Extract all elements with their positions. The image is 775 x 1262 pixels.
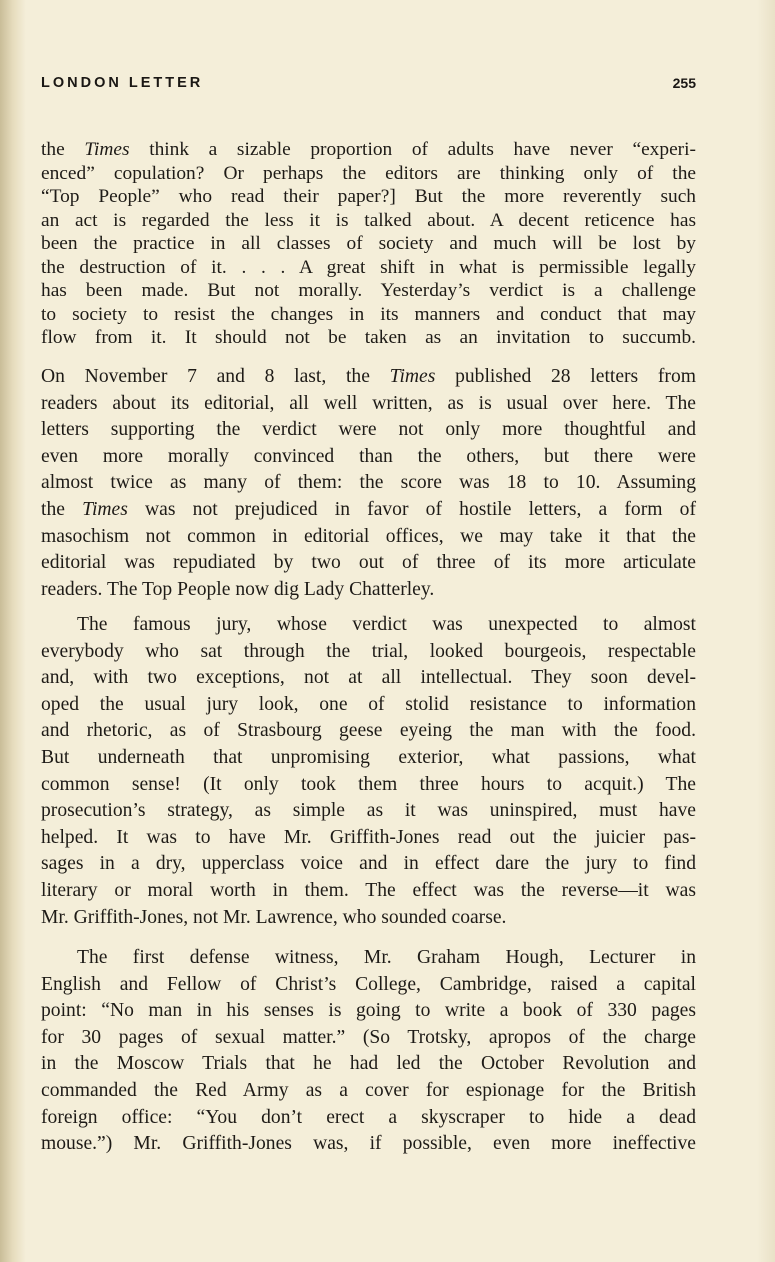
text-line	[41, 417, 696, 444]
text-line	[41, 209, 696, 233]
paragraph-defense-witness	[41, 945, 696, 1158]
text-line	[41, 772, 696, 799]
text-segment: everybody who sat through the trial, looked bourgeois, respectable	[41, 640, 696, 662]
text-line	[41, 665, 696, 692]
quoted-editorial-paragraph	[41, 138, 696, 350]
italic-title: Times	[82, 498, 128, 520]
text-segment: been the practice in all classes of society and much will be lost by	[41, 233, 696, 254]
text-line	[41, 232, 696, 256]
text-line	[41, 391, 696, 418]
text-segment: readers. The Top People now dig Lady Chatterley.	[41, 578, 435, 600]
text-segment: foreign office: “You don’t erect a skyscraper to hide a dead	[41, 1106, 696, 1128]
text-segment: On November 7 and 8 last, the	[41, 366, 390, 387]
text-segment: “Top People” who read their paper?] But the more reverently such	[41, 186, 696, 207]
text-segment: The famous jury, whose verdict was unexpected to almost	[77, 614, 696, 635]
text-segment: and, with two exceptions, not at all intellectual. They soon devel-	[41, 667, 696, 689]
paragraph-jury	[41, 612, 696, 931]
text-line	[41, 303, 696, 327]
text-line	[41, 470, 696, 497]
text-line	[41, 497, 696, 524]
text-line	[41, 745, 696, 772]
text-segment: flow from it. It should not be taken as an invitation to succumb.	[41, 327, 696, 348]
text-segment: literary or moral worth in them. The effect was the reverse—it was	[41, 879, 696, 901]
page-header	[41, 75, 696, 97]
text-segment: in the Moscow Trials that he had led the October Revolution and	[41, 1053, 696, 1075]
text-segment: masochism not common in editorial offices, we may take it that the	[41, 525, 696, 547]
text-segment: mouse.”) Mr. Griffith-Jones was, if possible, even more ineffective	[41, 1133, 696, 1155]
text-line	[41, 256, 696, 280]
text-segment: and rhetoric, as of Strasbourg geese eyeing the man with the food.	[41, 720, 696, 742]
text-segment: sages in a dry, upperclass voice and in effect dare the jury to find	[41, 853, 696, 875]
text-segment: prosecution’s strategy, as simple as it was uninspired, must have	[41, 800, 696, 822]
text-segment: has been made. But not morally. Yesterday’s verdict is a challenge	[41, 280, 696, 301]
text-line	[41, 972, 696, 999]
text-line	[41, 1105, 696, 1132]
text-segment: for 30 pages of sexual matter.” (So Trotsky, apropos of the charge	[41, 1026, 696, 1048]
page-number: 255	[672, 75, 696, 91]
text-segment: almost twice as many of them: the score was 18 to 10. Assuming	[41, 472, 696, 494]
text-segment: common sense! (It only took them three hours to acquit.) The	[41, 773, 696, 795]
text-line	[41, 162, 696, 186]
text-segment: point: “No man in his senses is going to write a book of 330 pages	[41, 1000, 696, 1022]
book-gutter-shadow	[0, 0, 26, 1262]
text-segment: editorial was repudiated by two out of three of its more articulate	[41, 552, 696, 574]
text-segment: think a sizable proportion of adults have never “experi-	[129, 139, 696, 160]
text-segment: an act is regarded the less it is talked about. A decent reticence has	[41, 209, 696, 231]
text-segment: the	[41, 139, 85, 160]
italic-title: Times	[84, 139, 130, 160]
text-line	[41, 851, 696, 878]
text-line	[41, 1078, 696, 1105]
page-edge	[757, 0, 775, 1262]
text-segment: published 28 letters from	[435, 366, 696, 387]
text-segment: the destruction of it. . . . A great shift in what is permissible legally	[41, 256, 696, 278]
text-segment: the	[41, 498, 83, 520]
text-line	[41, 524, 696, 551]
text-line	[41, 1025, 696, 1052]
text-segment: The first defense witness, Mr. Graham Hough, Lecturer in	[77, 947, 696, 968]
text-line	[41, 1051, 696, 1078]
text-segment: was not prejudiced in favor of hostile letters, a form of	[127, 498, 696, 520]
text-line	[41, 1131, 696, 1158]
text-segment: even more morally convinced than the others, but there were	[41, 445, 696, 467]
text-segment: helped. It was to have Mr. Griffith-Jones read out the juicier pas-	[41, 826, 696, 848]
text-segment: oped the usual jury look, one of stolid resistance to information	[41, 693, 696, 715]
text-line	[41, 364, 696, 391]
text-line	[41, 878, 696, 905]
text-line	[41, 639, 696, 666]
text-segment: But underneath that unpromising exterior, what passions, what	[41, 746, 696, 768]
paragraph-letters	[41, 364, 696, 603]
text-line	[41, 718, 696, 745]
text-line	[41, 798, 696, 825]
text-line	[41, 945, 696, 972]
italic-title: Times	[389, 366, 436, 387]
text-line	[41, 577, 696, 604]
text-line	[41, 550, 696, 577]
text-line	[41, 825, 696, 852]
text-line	[41, 998, 696, 1025]
text-line	[41, 692, 696, 719]
text-line	[41, 444, 696, 471]
text-segment: enced” copulation? Or perhaps the editors are thinking only of the	[41, 162, 696, 184]
text-line	[41, 326, 696, 350]
text-segment: Mr. Griffith-Jones, not Mr. Lawrence, who sounded coarse.	[41, 906, 507, 928]
text-line	[41, 279, 696, 303]
text-line	[41, 612, 696, 639]
text-segment: letters supporting the verdict were not only more thoughtful and	[41, 419, 696, 441]
text-segment: readers about its editorial, all well written, as is usual over here. The	[41, 392, 696, 414]
text-line	[41, 138, 696, 162]
running-head: LONDON LETTER	[41, 75, 204, 91]
text-segment: English and Fellow of Christ’s College, Cambridge, raised a capital	[41, 973, 696, 995]
text-segment: to society to resist the changes in its manners and conduct that may	[41, 303, 696, 325]
text-segment: commanded the Red Army as a cover for espionage for the British	[41, 1079, 696, 1101]
text-line	[41, 905, 696, 932]
text-line	[41, 185, 696, 209]
